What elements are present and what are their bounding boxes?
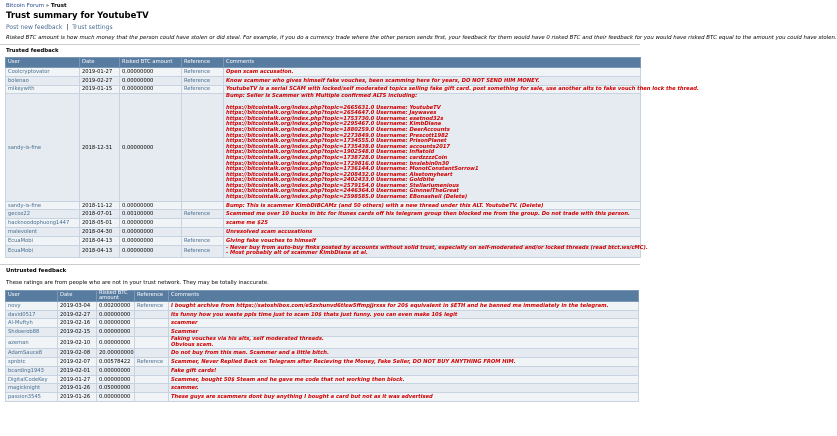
row-user-link[interactable]: gecox22	[6, 210, 80, 219]
row-reference-link[interactable]: Reference	[182, 210, 224, 219]
table-row	[6, 319, 639, 328]
row-risked-btc: 0.00000000	[97, 366, 135, 375]
row-comment: Giving fake vouches to himself	[224, 236, 641, 245]
table-row	[6, 384, 639, 393]
row-date: 2018-12-31	[80, 94, 120, 201]
row-user-link[interactable]: passion3545	[6, 393, 58, 402]
row-user-link[interactable]: Al-Muftyh	[6, 319, 58, 328]
row-date: 2019-01-27	[58, 375, 97, 384]
row-risked-btc: 0.00000000	[97, 337, 135, 349]
row-risked-btc: 0.00000000	[120, 76, 182, 85]
table-row	[6, 310, 639, 319]
row-comment: scammer.	[169, 384, 639, 393]
column-header-risked: Risked BTC amount	[97, 290, 135, 301]
row-comment: Open scam accusation.	[224, 68, 641, 77]
column-header-risked: Risked BTC amount	[120, 58, 182, 68]
row-reference-link	[135, 310, 169, 319]
table-row	[6, 393, 639, 402]
table-row	[6, 68, 641, 77]
links-separator: |	[66, 24, 69, 31]
row-user-link[interactable]: hacknoodophuong1447	[6, 219, 80, 228]
comment-line: https://bitcointalk.org/index.php?topic=2579154.0 Username: Stellarlumenious	[226, 182, 459, 189]
column-header-comments: Comments	[224, 58, 641, 68]
row-comment: Its funny how you waste ppls time just to scam 10$ thats just funny. you can even make 10$ legit	[169, 310, 639, 319]
row-reference-link	[135, 328, 169, 337]
row-comment: Scammer, Never Replied Back on Telegram after Recieving the Money, Fake Seller, DO NOT BUY ANYTHING FROM HIM.	[169, 358, 639, 367]
table-row	[6, 366, 639, 375]
row-comment: scammer	[169, 319, 639, 328]
column-header-reference: Reference	[182, 58, 224, 68]
row-risked-btc: 0.05000000	[97, 384, 135, 393]
row-user-link[interactable]: bcarding1943	[6, 366, 58, 375]
row-reference-link	[182, 219, 224, 228]
comment-line: https://bitcointalk.org/index.php?topic=2402433.0 Username: Goldbite	[226, 177, 435, 184]
comment-line: https://bitcointalk.org/index.php?topic=1738728.0 Username: cardzzzzCoin	[226, 154, 448, 161]
row-comment: Do not buy from this man. Scammer and a little bitch.	[169, 349, 639, 358]
row-user-link[interactable]: bolenao	[6, 76, 80, 85]
row-user-link[interactable]: AdamSauce8	[6, 349, 58, 358]
row-date: 2018-04-30	[80, 228, 120, 237]
row-risked-btc: 0.00000000	[120, 245, 182, 257]
row-risked-btc: 0.00000000	[120, 68, 182, 77]
row-user-link[interactable]: magicknight	[6, 384, 58, 393]
row-comment: Scammed me over 10 bucks in btc for itunes cards off his telegram group then blocked me from the group. Do not trade with this person.	[224, 210, 641, 219]
table-row	[6, 236, 641, 245]
row-reference-link	[182, 201, 224, 210]
column-header-user: User	[6, 58, 80, 68]
untrusted-description: These ratings are from people who are not in your trust network. They may be totally inaccurate.	[6, 279, 269, 286]
row-risked-btc: 0.00000000	[120, 236, 182, 245]
row-date: 2019-02-07	[58, 358, 97, 367]
comment-line: Obvious scam.	[171, 341, 214, 348]
row-comment: Unresolved scam accusations	[224, 228, 641, 237]
row-comment	[169, 337, 639, 349]
row-reference-link	[182, 94, 224, 201]
comment-line: https://bitcointalk.org/index.php?topic=1735438.0 Username: accounts2017	[226, 143, 451, 150]
row-user-link[interactable]: EcuaMobi	[6, 236, 80, 245]
row-user-link[interactable]: DigitalCodeKey	[6, 375, 58, 384]
row-risked-btc: 0.00000000	[97, 375, 135, 384]
row-reference-link	[135, 375, 169, 384]
table-row	[6, 94, 641, 201]
row-reference-link[interactable]: Reference	[182, 68, 224, 77]
row-date: 2019-02-27	[58, 310, 97, 319]
row-reference-link[interactable]: Reference	[135, 358, 169, 367]
comment-line: https://bitcointalk.org/index.php?topic=2295467.0 Username: KimbDiana	[226, 121, 442, 128]
comment-line: https://bitcointalk.org/index.php?topic=1736144.0 Username: MonotConstantSorrow1	[226, 166, 479, 173]
row-risked-btc: 0.00000000	[97, 393, 135, 402]
row-reference-link[interactable]: Reference	[182, 236, 224, 245]
risk-note: Risked BTC amount is how much money that the person could have stolen or did steal. For example, if you do a currency trade where the other person sends first, your feedback for them would have 0 risked BTC and their feedback for you would have risked BTC equal to the amount you could have stolen.	[6, 35, 837, 41]
row-risked-btc: 0.00000000	[120, 219, 182, 228]
row-risked-btc: 0.00000000	[120, 201, 182, 210]
comment-line: https://bitcointalk.org/index.php?topic=2446364.0 Username: GinnnelTheGreat	[226, 188, 459, 195]
post-feedback-link[interactable]: Post new feedback	[6, 24, 63, 31]
row-risked-btc: 20.00000000	[97, 349, 135, 358]
row-comment: These guys are scammers dont buy anything I bought a card but not as it was advertised	[169, 393, 639, 402]
row-date: 2019-02-10	[58, 337, 97, 349]
row-reference-link[interactable]: Reference	[182, 245, 224, 257]
column-header-date: Date	[80, 58, 120, 68]
column-header-user: User	[6, 290, 58, 301]
table-row	[6, 358, 639, 367]
row-risked-btc: 0.00100000	[120, 210, 182, 219]
row-comment: YoutubeTV is a serial SCAM with locked/self moderated topics selling fake gift card. post something for sale, use another alts to fake vouch then lock the thread.	[224, 85, 641, 94]
column-header-reference: Reference	[135, 290, 169, 301]
row-reference-link	[135, 393, 169, 402]
row-risked-btc: 0.00000000	[97, 328, 135, 337]
trusted-feedback-heading: Trusted feedback	[0, 44, 640, 57]
row-date: 2019-02-08	[58, 349, 97, 358]
row-risked-btc: 0.00000000	[120, 94, 182, 201]
row-comment: I bought archive from https://satoshibox.com/eSzxhunvd6tlsw5ffmpjjrxss for 20$ equivalent in $ETH and he banned me immediately in the telegram.	[169, 301, 639, 310]
comment-line: https://bitcointalk.org/index.php?topic=1753730.0 Username: esetnod32s	[226, 115, 444, 122]
table-row	[6, 349, 639, 358]
row-reference-link	[135, 319, 169, 328]
table-row	[6, 301, 639, 310]
table-header-row	[6, 290, 639, 301]
row-reference-link[interactable]: Reference	[182, 85, 224, 94]
row-reference-link	[135, 337, 169, 349]
row-risked-btc: 0.00000000	[120, 85, 182, 94]
row-date: 2019-01-26	[58, 393, 97, 402]
comment-line: - Most probably alt of scammer KimbDiana et al.	[226, 250, 368, 257]
row-date: 2018-05-01	[80, 219, 120, 228]
row-user-link[interactable]: EcuaMobi	[6, 245, 80, 257]
row-comment: Fake gift cards!	[169, 366, 639, 375]
breadcrumb	[0, 0, 640, 10]
comment-line: https://bitcointalk.org/index.php?topic=1902548.0 Username: Infiatold	[226, 149, 435, 156]
row-user-link[interactable]: david0517	[6, 310, 58, 319]
comment-line: Faking vouches via his alts, self moderated threads.	[171, 336, 324, 343]
table-row	[6, 219, 641, 228]
row-date: 2018-04-13	[80, 236, 120, 245]
row-reference-link	[135, 366, 169, 375]
breadcrumb-current: Trust	[50, 3, 67, 9]
row-risked-btc: 0.00000000	[97, 319, 135, 328]
comment-line: https://bitcointalk.org/index.php?topic=2208432.0 Username: Alsetomyheart	[226, 171, 453, 178]
row-date: 2019-03-04	[58, 301, 97, 310]
row-reference-link[interactable]: Reference	[182, 76, 224, 85]
table-row	[6, 76, 641, 85]
comment-line: https://bitcointalk.org/index.php?topic=2598585.0 Username: EBonasheil (Delete)	[226, 194, 468, 201]
row-user-link[interactable]: malevolent	[6, 228, 80, 237]
table-row	[6, 210, 641, 219]
comment-line: Bump: Seller is Scammer with Multiple confirmed ALTS including:	[226, 93, 418, 100]
row-comment	[224, 244, 648, 257]
column-header-comments: Comments	[169, 290, 639, 301]
row-date: 2019-02-16	[58, 319, 97, 328]
trust-settings-link[interactable]: Trust settings	[72, 24, 113, 31]
row-comment: scame me $25	[224, 219, 641, 228]
row-user-link[interactable]: Shdoerob88	[6, 328, 58, 337]
page-title: Trust summary for YoutubeTV	[6, 11, 149, 21]
untrusted-feedback-table	[5, 290, 639, 402]
table-row	[6, 201, 641, 210]
row-user-link[interactable]: sandy-is-fine	[6, 94, 80, 201]
comment-line: https://bitcointalk.org/index.php?topic=1734555.0 Username: PrisonPlanet	[226, 138, 447, 145]
trusted-feedback-table	[5, 57, 699, 258]
row-date: 2019-02-01	[58, 366, 97, 375]
row-date: 2019-01-27	[80, 68, 120, 77]
table-row	[6, 375, 639, 384]
table-header-row	[6, 58, 641, 68]
row-date: 2019-02-27	[80, 76, 120, 85]
row-reference-link	[135, 384, 169, 393]
row-user-link[interactable]: azeman	[6, 337, 58, 349]
row-comment: Scammer	[169, 328, 639, 337]
breadcrumb-separator: »	[45, 3, 50, 9]
untrusted-feedback-heading: Untrusted feedback	[0, 264, 640, 277]
row-date: 2019-01-15	[80, 85, 120, 94]
row-risked-btc: 0.00578422	[97, 358, 135, 367]
row-user-link[interactable]: mikeywith	[6, 85, 80, 94]
row-reference-link[interactable]: Reference	[135, 301, 169, 310]
row-user-link[interactable]: spnbtc	[6, 358, 58, 367]
row-risked-btc: 0.00000000	[97, 310, 135, 319]
table-row	[6, 245, 641, 257]
row-reference-link	[135, 349, 169, 358]
comment-line: https://bitcointalk.org/index.php?topic=1880259.0 Username: DeerAccounts	[226, 126, 450, 133]
row-comment	[224, 94, 641, 201]
comment-line: https://bitcointalk.org/index.php?topic=1729816.0 Username: bnslebin0n30	[226, 160, 449, 167]
comment-line: - Never buy from auto-buy finks posted by accounts without solid trust, especially on self-moderated and/or locked threads (read btct.ws/cMC).	[226, 244, 648, 251]
row-comment: Scammer, bought 50$ Steam and he gave me code that not working then block.	[169, 375, 639, 384]
row-reference-link	[182, 228, 224, 237]
row-user-link[interactable]: Coolcryptovator	[6, 68, 80, 77]
row-user-link[interactable]: sandy-is-fine	[6, 201, 80, 210]
row-date: 2019-02-15	[58, 328, 97, 337]
comment-line: https://bitcointalk.org/index.php?topic=2273849.0 Username: Prescott1982	[226, 132, 449, 139]
table-row	[6, 337, 639, 349]
row-date: 2019-01-26	[58, 384, 97, 393]
row-user-link[interactable]: novy	[6, 301, 58, 310]
row-date: 2018-11-12	[80, 201, 120, 210]
action-links	[0, 23, 640, 32]
comment-line: https://bitcointalk.org/index.php?topic=2654647.0 Username: Jaywaves	[226, 110, 437, 117]
row-date: 2018-07-01	[80, 210, 120, 219]
row-risked-btc: 0.00000000	[120, 228, 182, 237]
breadcrumb-home-link[interactable]: Bitcoin Forum	[6, 3, 45, 9]
column-header-date: Date	[58, 290, 97, 301]
row-comment: Know scammer who gives himself fake vouches, been scamming here for years, DO NOT SEND HIM MONEY.	[224, 76, 641, 85]
row-comment: Bump: This is scammer KimbDIBCAMz (and 50 others) with a new thread under this ALT. YoutubeTV. (Delete)	[224, 201, 641, 210]
row-date: 2018-04-13	[80, 245, 120, 257]
table-row	[6, 228, 641, 237]
comment-line: https://bitcointalk.org/index.php?topic=2665631.0 Username: YoutubeTV	[226, 104, 441, 111]
row-risked-btc: 0.00200000	[97, 301, 135, 310]
